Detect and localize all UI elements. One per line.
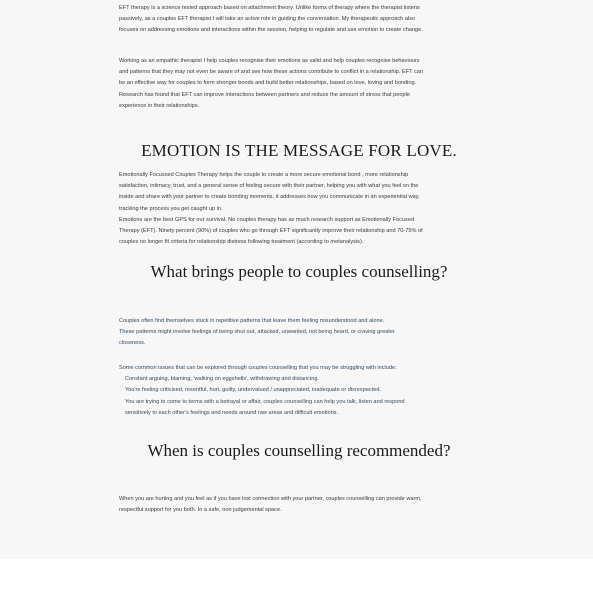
- text-line: Couples often find themselves stuck in repetitive patterns that leave them feeling misunderstood and alone.: [119, 318, 385, 324]
- text-line: Therapy (EFT). Ninety percent (90%) of couples who go through EFT significantly improve their relationship and 70-75% of: [119, 228, 423, 235]
- list-item: sensitively to each other's feelings and needs around raw areas and difficult emotions.: [125, 409, 339, 416]
- text-line: experience in their relationships.: [119, 102, 200, 109]
- text-line: When you are hurting and you feel as if you have lost connection with your partner, couples counselling can provide warm,: [119, 496, 422, 502]
- text-line: couples no longer fit criteria for relationship distress following treatment (according to metanalysis).: [119, 239, 364, 246]
- issues-intro: Some common issues that can be explored through couples counselling that you may be struggling with include:: [119, 365, 397, 371]
- text-line: EFT therapy is a science tested approach based on attachment theory. Unlike forms of therapy where the therapist listens: [119, 5, 420, 11]
- recommended-heading: When is couples counselling recommended?: [147, 441, 451, 460]
- list-item: You're feeling criticised, resentful, hurt, guilty, undervalued / unappreciated, inadequate or disrespected.: [125, 387, 382, 394]
- text-line: closeness.: [119, 340, 146, 347]
- recommended-paragraph: [119, 494, 422, 516]
- list-item: Constant arguing, blaming, 'walking on eggshells', withdrawing and distancing.: [125, 376, 319, 383]
- text-line: respectful support for you both. In a safe, non judgemental space.: [119, 507, 282, 514]
- text-line: passively, as a couples EFT therapist I will take an active role in guiding the conversation. My therapeutic approach also: [119, 16, 416, 23]
- intro-paragraph-2: [119, 56, 423, 112]
- text-line: satisfaction, intimacy, trust, and a general sense of feeling secure with their partner, helping you with what you feel on the: [119, 183, 419, 190]
- text-line: be an effective way for couples to form stronger bonds and build better relationships, based on love, loving and bonding.: [119, 80, 417, 87]
- footer-band: [0, 559, 593, 600]
- text-line: Working as an empathic therapist I help couples recognise their emotions as valid and help couples recognise behaviours: [119, 58, 420, 64]
- text-line: Emotions are the best GPS for our survival. No couples therapy has as much research support as Emotionally Focused: [119, 216, 415, 223]
- brings-heading: What brings people to couples counselling?: [150, 262, 448, 281]
- text-line: and patterns that they may not even be aware of and see how these actions contribute to conflict in a relationship. EFT can: [119, 69, 424, 76]
- text-line: tracking the process you get caught up in.: [119, 205, 223, 212]
- text-line: inside and share with your partner to create bonding moments, it addresses how you communicate in an experiential way,: [119, 194, 420, 201]
- issues-list: [119, 363, 405, 419]
- emotion-paragraph: [119, 170, 423, 248]
- brings-paragraph: [119, 316, 395, 350]
- text-line: These patterns might involve feelings of being shut out, attacked, unwanted, not being heard, or craving greater: [119, 329, 395, 336]
- intro-paragraph-1: [119, 3, 423, 37]
- text-line: Research has found that EFT can improve interactions between partners and reduce the amount of stress that people: [119, 91, 410, 98]
- list-item: You are trying to come to terms with a betrayal or affair, couples counselling can help you talk, listen and respond: [125, 398, 405, 405]
- emotion-heading: EMOTION IS THE MESSAGE FOR LOVE.: [141, 141, 457, 160]
- text-line: Emotionally Focussed Couples Therapy helps the couple to create a more secure emotional bond , more relationship: [119, 172, 409, 178]
- text-line: focuses on addressing emotions and interactions within the session, helping to regulate and use emotion to create change.: [119, 27, 423, 34]
